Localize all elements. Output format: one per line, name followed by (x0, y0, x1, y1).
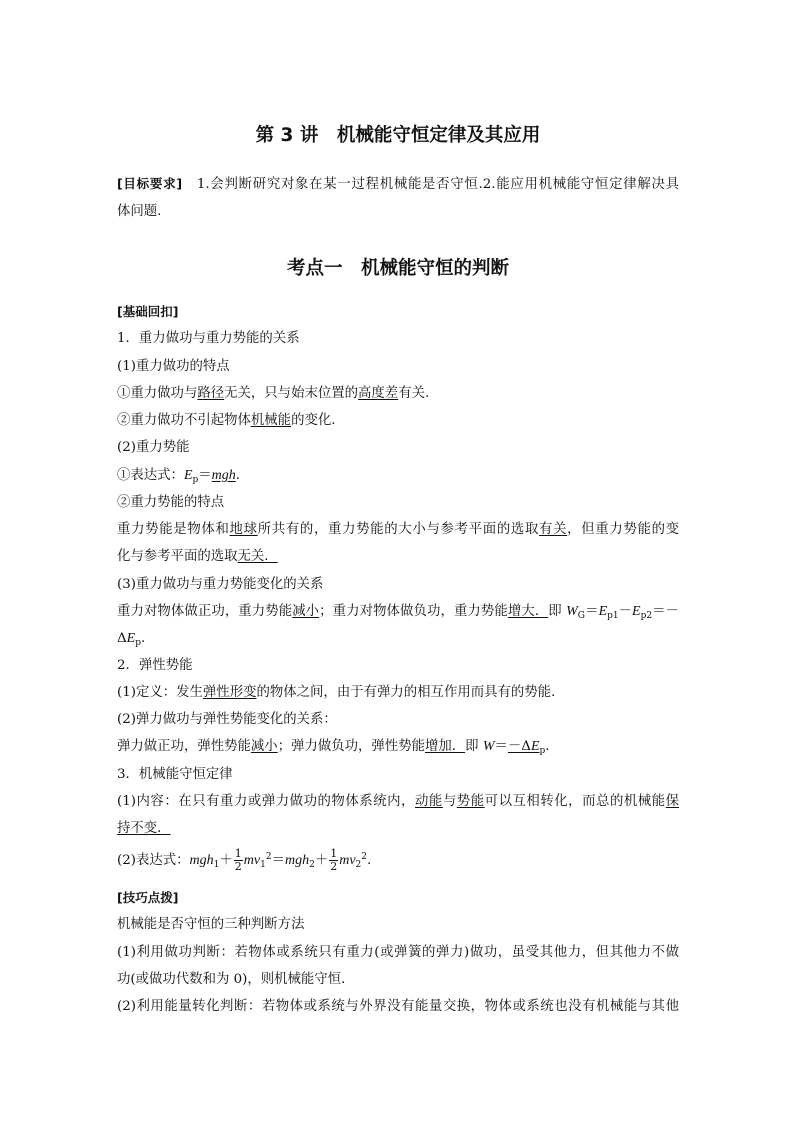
section-title: 考点一 机械能守恒的判断 (286, 258, 509, 279)
s3-1b: 持不变． (117, 821, 171, 836)
basic-heading: [基础回扣] (117, 304, 179, 319)
goal-paragraph (117, 170, 679, 225)
s1-1a: ①重力做功与路径无关，只与始末位置的高度差有关. (117, 386, 430, 401)
s1-1b: ②重力做功不引起物体机械能的变化. (117, 413, 336, 428)
tips-intro: 机械能是否守恒的三种判断方法 (117, 917, 305, 932)
fraction-half-2: $\frac{1}{2}$ (330, 847, 338, 873)
s1-2: (2)重力势能 (117, 440, 190, 455)
goal-text-cont: 体问题. (117, 204, 162, 219)
goal-label: [目标要求] (117, 176, 183, 191)
s2-2: (2)弹力做功与弹性势能变化的关系： (117, 712, 337, 727)
fraction-half-1: $\frac{1}{2}$ (234, 847, 242, 873)
s2-1: (1)定义：发生弹性形变的物体之间，由于有弹力的相互作用而具有的势能． (117, 685, 565, 700)
s2-heading: 2．弹性势能 (117, 658, 193, 673)
goal-text: 1.会判断研究对象在某一过程机械能是否守恒.2.能应用机械能守恒定律解决具 (182, 177, 679, 192)
tips-method-1: (1)利用做功判断：若物体或系统只有重力(或弹簧的弹力)做功，虽受其他力，但其他力不做 (117, 945, 679, 960)
s3-2-formula: (2)表达式：mgh$_1$＋ $\frac{1}{2}$ $mv_1^2=mgh_2+$ $\frac{1}{2}$ $mv_2^2$. (117, 847, 372, 873)
s1-2d: 化与参考平面的选取无关． (117, 549, 278, 564)
tips-method-2: (2)利用能量转化判断：若物体或系统与外界没有能量交换，物体或系统也没有机械能与其他 (117, 999, 679, 1014)
s1-3: (3)重力做功与重力势能变化的关系 (117, 577, 324, 592)
s1-heading: 1．重力做功与重力势能的关系 (117, 331, 300, 346)
s1-3a: 重力对物体做正功，重力势能减小；重力对物体做负功，重力势能增大．即 $W_G=E_{p1}-E_{p2}=-$ (117, 604, 680, 621)
s3-heading: 3．机械能守恒定律 (117, 767, 233, 782)
s1-2a: ①表达式：$E_p=mgh$. (117, 468, 241, 485)
s1-2c: 重力势能是物体和地球所共有的，重力势能的大小与参考平面的选取有关，但重力势能的变 (117, 522, 680, 537)
s1-2b: ②重力势能的特点 (117, 495, 225, 510)
s2-3: 弹力做正功，弹性势能减小；弹力做负功，弹性势能增加．即 $W=-\Delta E_p$. (117, 739, 550, 756)
tips-heading: [技巧点拨] (117, 890, 179, 905)
tips-method-1-cont: 功(或做功代数和为 0)，则机械能守恒． (117, 972, 355, 987)
s1-3b: $\Delta E_p$. (117, 631, 146, 648)
lecture-title: 第 3 讲 机械能守恒定律及其应用 (255, 125, 541, 146)
s3-1: (1)内容：在只有重力或弹力做功的物体系统内，动能与势能可以互相转化，而总的机械能保 (117, 794, 680, 809)
s1-1: (1)重力做功的特点 (117, 359, 230, 374)
